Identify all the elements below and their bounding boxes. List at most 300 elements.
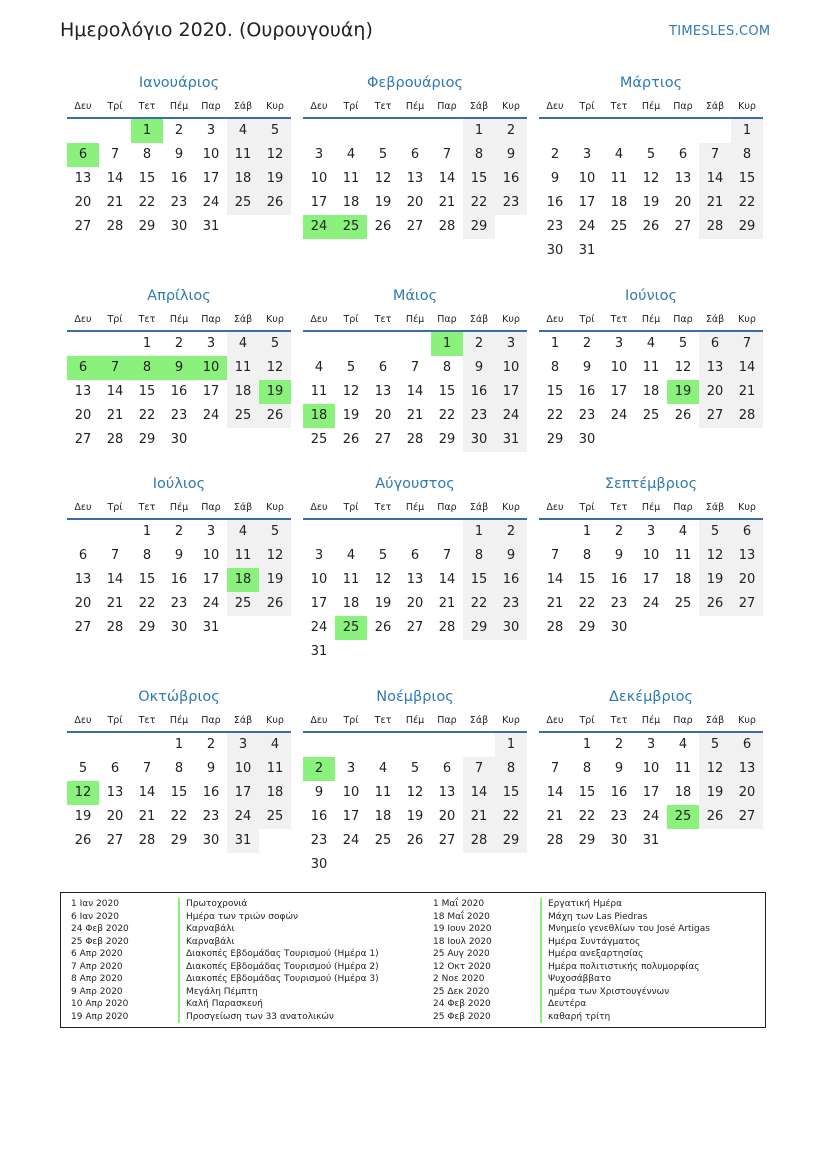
day-cell: 20 (74, 596, 92, 611)
week-row (67, 781, 291, 805)
empty-cell (603, 119, 635, 143)
week-row (303, 757, 527, 781)
day-cell: 3 (314, 548, 324, 563)
day-cell: 4 (646, 336, 656, 351)
page-title: Ημερολόγιο 2020. (Ουρουγουάη) (60, 19, 373, 41)
empty-cell (303, 520, 335, 544)
holiday-date: 25 Φεβ 2020 (433, 1011, 491, 1022)
day-cell: 30 (170, 620, 188, 635)
weekend-day-cell: 5 (699, 733, 731, 757)
weekday-label: Παρ (201, 101, 221, 112)
weekday-label: Τρί (579, 314, 595, 325)
day-cell: 14 (438, 572, 456, 587)
weekend-day-cell: 1 (731, 119, 763, 143)
day-cell: 24 (342, 833, 360, 848)
day-cell: 1 (582, 524, 592, 539)
day-cell: 24 (578, 219, 596, 234)
legend-row (433, 936, 710, 949)
weekend-day-cell: 23 (463, 404, 495, 428)
empty-cell (731, 616, 763, 640)
empty-cell (495, 215, 527, 239)
month-block (67, 684, 291, 853)
empty-cell (699, 119, 731, 143)
week-row (303, 143, 527, 167)
day-cell: 24 (642, 596, 660, 611)
weekend-day-cell: 3 (495, 332, 527, 356)
weekday-header (539, 96, 763, 119)
weekday-label: Παρ (201, 502, 221, 513)
day-cell: 16 (610, 785, 628, 800)
weekday-label: Κυρ (738, 502, 756, 513)
weekday-label: Τρί (343, 101, 359, 112)
day-cell: 6 (442, 761, 452, 776)
weekend-day-cell: 20 (731, 781, 763, 805)
day-cell: 27 (438, 833, 456, 848)
week-row (539, 215, 763, 239)
empty-cell (303, 332, 335, 356)
day-cell: 12 (642, 171, 660, 186)
weekday-label: Δευ (546, 101, 564, 112)
day-cell: 17 (642, 785, 660, 800)
empty-cell (99, 733, 131, 757)
empty-cell (195, 428, 227, 452)
weekend-day-cell: 7 (731, 332, 763, 356)
weekend-day-cell: 26 (259, 592, 291, 616)
weekday-header (303, 497, 527, 520)
week-row (67, 191, 291, 215)
day-cell: 20 (674, 195, 692, 210)
day-cell: 26 (406, 833, 424, 848)
weekday-label: Τρί (107, 715, 123, 726)
day-cell: 10 (610, 360, 628, 375)
day-cell: 10 (342, 785, 360, 800)
day-cell: 7 (550, 761, 560, 776)
weekday-label: Πέμ (169, 502, 189, 513)
weekday-label: Παρ (673, 101, 693, 112)
weekend-day-cell: 8 (731, 143, 763, 167)
holiday-day-cell: 18 (227, 568, 259, 592)
day-cell: 27 (106, 833, 124, 848)
weekday-label: Πέμ (405, 502, 425, 513)
weekend-day-cell: 26 (699, 592, 731, 616)
empty-cell (431, 853, 463, 877)
day-cell: 10 (642, 548, 660, 563)
empty-cell (667, 829, 699, 853)
weekday-header (67, 497, 291, 520)
day-cell: 25 (642, 408, 660, 423)
day-cell: 1 (550, 336, 560, 351)
weekday-label: Κυρ (502, 715, 520, 726)
weekend-day-cell: 4 (227, 332, 259, 356)
holiday-name: Πρωτοχρονιά (178, 898, 247, 911)
legend-row (433, 898, 710, 911)
day-cell: 2 (614, 737, 624, 752)
day-cell: 17 (202, 572, 220, 587)
holiday-name: Καρναβάλι (178, 923, 235, 936)
week-row (67, 592, 291, 616)
empty-cell (699, 428, 731, 452)
empty-cell (539, 520, 571, 544)
weekday-label: Παρ (201, 715, 221, 726)
holiday-name: Διακοπές Εβδομάδας Τουρισμού (Ημέρα 3) (178, 973, 379, 986)
day-cell: 14 (138, 785, 156, 800)
day-cell: 18 (674, 785, 692, 800)
weekday-label: Κυρ (266, 502, 284, 513)
day-cell: 4 (314, 360, 324, 375)
holiday-name: Προσγείωση των 33 ανατολικών (178, 1011, 334, 1024)
empty-cell (539, 733, 571, 757)
weekday-label: Κυρ (266, 715, 284, 726)
day-cell: 27 (74, 219, 92, 234)
holiday-name: Δευτέρα (540, 998, 586, 1011)
week-row (303, 640, 527, 664)
weekend-day-cell: 11 (227, 356, 259, 380)
weekday-label: Δευ (74, 502, 92, 513)
month-name: Αύγουστος (375, 476, 455, 492)
month-name: Ιούλιος (152, 476, 206, 492)
weekend-day-cell: 26 (259, 191, 291, 215)
holiday-day-cell: 7 (99, 356, 131, 380)
day-cell: 5 (646, 147, 656, 162)
weekday-label: Πέμ (169, 715, 189, 726)
week-row (303, 544, 527, 568)
weekend-day-cell: 5 (259, 520, 291, 544)
day-cell: 7 (410, 360, 420, 375)
day-cell: 27 (374, 432, 392, 447)
week-row (539, 356, 763, 380)
brand-logo[interactable]: TIMESLES.COM (669, 24, 771, 39)
empty-cell (463, 853, 495, 877)
day-cell: 22 (578, 809, 596, 824)
day-cell: 23 (202, 809, 220, 824)
empty-cell (367, 119, 399, 143)
day-cell: 7 (110, 147, 120, 162)
weekend-day-cell: 11 (227, 143, 259, 167)
weekend-day-cell: 1 (463, 119, 495, 143)
empty-cell (635, 428, 667, 452)
day-cell: 4 (678, 524, 688, 539)
weekday-label: Πέμ (641, 314, 661, 325)
day-cell: 15 (138, 171, 156, 186)
weekend-day-cell: 1 (495, 733, 527, 757)
weekend-day-cell: 29 (495, 829, 527, 853)
weekday-label: Τρί (579, 502, 595, 513)
holiday-date: 25 Φεβ 2020 (71, 936, 129, 947)
weekday-label: Πέμ (169, 314, 189, 325)
week-row (67, 568, 291, 592)
day-cell: 27 (674, 219, 692, 234)
day-cell: 28 (106, 219, 124, 234)
weekend-day-cell: 5 (259, 332, 291, 356)
weekday-label: Τρί (107, 314, 123, 325)
day-cell: 25 (674, 596, 692, 611)
day-cell: 30 (546, 243, 564, 258)
day-cell: 15 (438, 384, 456, 399)
day-cell: 8 (142, 147, 152, 162)
empty-cell (399, 332, 431, 356)
weekday-label: Παρ (201, 314, 221, 325)
weekday-label: Κυρ (266, 101, 284, 112)
weekend-day-cell: 22 (463, 592, 495, 616)
weekend-day-cell: 19 (699, 781, 731, 805)
weekend-day-cell: 13 (731, 544, 763, 568)
weekday-label: Κυρ (738, 314, 756, 325)
holiday-date: 18 Ιουλ 2020 (433, 936, 492, 947)
day-cell: 17 (202, 384, 220, 399)
weekend-day-cell: 19 (259, 568, 291, 592)
weekday-label: Πέμ (641, 101, 661, 112)
day-cell: 2 (614, 524, 624, 539)
day-cell: 24 (202, 596, 220, 611)
legend-row (433, 911, 710, 924)
day-cell: 26 (374, 620, 392, 635)
week-row (303, 191, 527, 215)
empty-cell (227, 428, 259, 452)
weekend-day-cell: 24 (227, 805, 259, 829)
weekday-label: Τετ (138, 314, 156, 325)
day-cell: 19 (406, 809, 424, 824)
legend-row (433, 948, 710, 961)
weekday-label: Κυρ (502, 314, 520, 325)
weekend-day-cell: 27 (731, 805, 763, 829)
weekend-day-cell: 15 (463, 167, 495, 191)
week-row (67, 757, 291, 781)
weekend-day-cell: 3 (227, 733, 259, 757)
weekday-label: Δευ (310, 502, 328, 513)
day-cell: 22 (170, 809, 188, 824)
weekday-label: Σάβ (233, 101, 253, 112)
empty-cell (635, 616, 667, 640)
day-cell: 4 (346, 147, 356, 162)
day-cell: 31 (202, 219, 220, 234)
day-cell: 23 (310, 833, 328, 848)
day-cell: 20 (374, 408, 392, 423)
day-cell: 25 (310, 432, 328, 447)
weekend-day-cell: 28 (699, 215, 731, 239)
week-row (67, 119, 291, 143)
empty-cell (367, 332, 399, 356)
holiday-date: 12 Οκτ 2020 (433, 961, 491, 972)
weekday-label: Σάβ (469, 101, 489, 112)
weekend-day-cell: 17 (227, 781, 259, 805)
holiday-day-cell: 19 (667, 380, 699, 404)
weekday-label: Παρ (673, 314, 693, 325)
day-cell: 21 (106, 596, 124, 611)
day-cell: 13 (74, 384, 92, 399)
empty-cell (335, 332, 367, 356)
empty-cell (399, 853, 431, 877)
weekend-day-cell: 6 (731, 733, 763, 757)
day-cell: 1 (142, 524, 152, 539)
empty-cell (99, 119, 131, 143)
weekend-day-cell: 22 (463, 191, 495, 215)
day-cell: 21 (438, 195, 456, 210)
day-cell: 16 (610, 572, 628, 587)
weekday-label: Δευ (74, 101, 92, 112)
day-cell: 9 (174, 548, 184, 563)
day-cell: 21 (138, 809, 156, 824)
day-cell: 12 (374, 572, 392, 587)
weekend-day-cell: 23 (495, 592, 527, 616)
day-cell: 21 (546, 596, 564, 611)
weekend-day-cell: 2 (463, 332, 495, 356)
day-cell: 19 (642, 195, 660, 210)
weekend-day-cell: 22 (495, 805, 527, 829)
month-block (303, 684, 527, 877)
holiday-date: 19 Απρ 2020 (71, 1011, 129, 1022)
day-cell: 22 (578, 596, 596, 611)
day-cell: 31 (642, 833, 660, 848)
month-name: Οκτώβριος (138, 689, 220, 705)
weekend-day-cell: 25 (227, 191, 259, 215)
legend-row (71, 973, 379, 986)
day-cell: 14 (546, 785, 564, 800)
day-cell: 6 (410, 147, 420, 162)
day-cell: 19 (74, 809, 92, 824)
weekend-day-cell: 2 (495, 119, 527, 143)
weekend-day-cell: 4 (259, 733, 291, 757)
holiday-day-cell: 25 (335, 215, 367, 239)
holiday-day-cell: 9 (163, 356, 195, 380)
weekday-header (67, 96, 291, 119)
day-cell: 22 (138, 596, 156, 611)
day-cell: 26 (674, 408, 692, 423)
holiday-name: Ημέρα ανεξαρτησίας (540, 948, 643, 961)
weekday-label: Παρ (437, 715, 457, 726)
day-cell: 13 (406, 171, 424, 186)
day-cell: 18 (374, 809, 392, 824)
weekday-header (67, 309, 291, 332)
holiday-day-cell: 12 (67, 781, 99, 805)
weekday-label: Πέμ (641, 502, 661, 513)
week-row (539, 520, 763, 544)
holiday-date: 25 Αυγ 2020 (433, 949, 490, 959)
weekend-day-cell: 27 (699, 404, 731, 428)
weekday-label: Τρί (107, 101, 123, 112)
weekend-day-cell: 21 (463, 805, 495, 829)
day-cell: 15 (170, 785, 188, 800)
holiday-day-cell: 6 (67, 143, 99, 167)
month-name: Δεκέμβριος (608, 689, 694, 705)
legend-row (433, 998, 710, 1011)
month-block (303, 471, 527, 664)
day-cell: 28 (106, 432, 124, 447)
weekday-label: Τετ (374, 715, 392, 726)
day-cell: 28 (138, 833, 156, 848)
day-cell: 3 (206, 524, 216, 539)
day-cell: 9 (614, 548, 624, 563)
weekday-label: Τρί (343, 502, 359, 513)
empty-cell (635, 119, 667, 143)
empty-cell (667, 428, 699, 452)
day-cell: 27 (406, 620, 424, 635)
day-cell: 28 (438, 219, 456, 234)
weekend-day-cell: 21 (731, 380, 763, 404)
month-block (67, 70, 291, 239)
holiday-date: 6 Απρ 2020 (71, 949, 123, 959)
weekday-label: Τετ (138, 101, 156, 112)
week-row (539, 568, 763, 592)
empty-cell (699, 616, 731, 640)
weekday-label: Παρ (673, 715, 693, 726)
day-cell: 18 (342, 596, 360, 611)
month-block (303, 283, 527, 452)
empty-cell (399, 119, 431, 143)
day-cell: 27 (74, 620, 92, 635)
holiday-name: καθαρή τρίτη (540, 1011, 610, 1024)
day-cell: 3 (614, 336, 624, 351)
weekday-label: Πέμ (169, 101, 189, 112)
weekday-header (539, 309, 763, 332)
day-cell: 20 (74, 408, 92, 423)
day-cell: 7 (550, 548, 560, 563)
holiday-date: 2 Νοε 2020 (433, 974, 485, 984)
day-cell: 30 (170, 219, 188, 234)
weekday-label: Σάβ (469, 715, 489, 726)
day-cell: 16 (202, 785, 220, 800)
day-cell: 29 (546, 432, 564, 447)
day-cell: 8 (442, 360, 452, 375)
weekday-label: Τετ (610, 502, 628, 513)
weekend-day-cell: 10 (227, 757, 259, 781)
empty-cell (367, 733, 399, 757)
weekday-label: Πέμ (641, 715, 661, 726)
weekend-day-cell: 19 (259, 167, 291, 191)
day-cell: 5 (378, 548, 388, 563)
holiday-day-cell: 1 (431, 332, 463, 356)
weekend-day-cell: 12 (259, 544, 291, 568)
weekend-day-cell: 14 (463, 781, 495, 805)
holiday-date: 24 Φεβ 2020 (433, 999, 491, 1009)
holiday-name: Καλή Παρασκευή (178, 998, 263, 1011)
weekday-label: Σάβ (705, 502, 725, 513)
weekend-day-cell: 10 (495, 356, 527, 380)
weekday-header (539, 710, 763, 733)
holiday-name: Μεγάλη Πέμπτη (178, 986, 258, 999)
day-cell: 3 (646, 524, 656, 539)
weekday-label: Παρ (673, 502, 693, 513)
weekday-label: Παρ (437, 314, 457, 325)
weekend-day-cell: 23 (495, 191, 527, 215)
holiday-day-cell: 25 (335, 616, 367, 640)
holiday-day-cell: 19 (259, 380, 291, 404)
legend-column-left (71, 898, 379, 1023)
weekend-day-cell: 13 (699, 356, 731, 380)
holiday-legend (60, 892, 766, 1028)
day-cell: 19 (342, 408, 360, 423)
weekend-day-cell: 5 (259, 119, 291, 143)
day-cell: 22 (546, 408, 564, 423)
day-cell: 1 (582, 737, 592, 752)
day-cell: 29 (138, 432, 156, 447)
empty-cell (67, 733, 99, 757)
day-cell: 21 (106, 195, 124, 210)
weekday-label: Δευ (546, 314, 564, 325)
day-cell: 4 (346, 548, 356, 563)
day-cell: 3 (346, 761, 356, 776)
weekend-day-cell: 30 (495, 616, 527, 640)
day-cell: 20 (438, 809, 456, 824)
holiday-date: 1 Ιαν 2020 (71, 899, 119, 909)
holiday-name: Ημέρα πολιτιστικής πολυμορφίας (540, 961, 700, 974)
weekend-day-cell: 29 (463, 215, 495, 239)
day-cell: 16 (546, 195, 564, 210)
day-cell: 24 (310, 620, 328, 635)
week-row (539, 191, 763, 215)
legend-row (433, 986, 710, 999)
day-cell: 8 (142, 548, 152, 563)
weekday-header (303, 309, 527, 332)
